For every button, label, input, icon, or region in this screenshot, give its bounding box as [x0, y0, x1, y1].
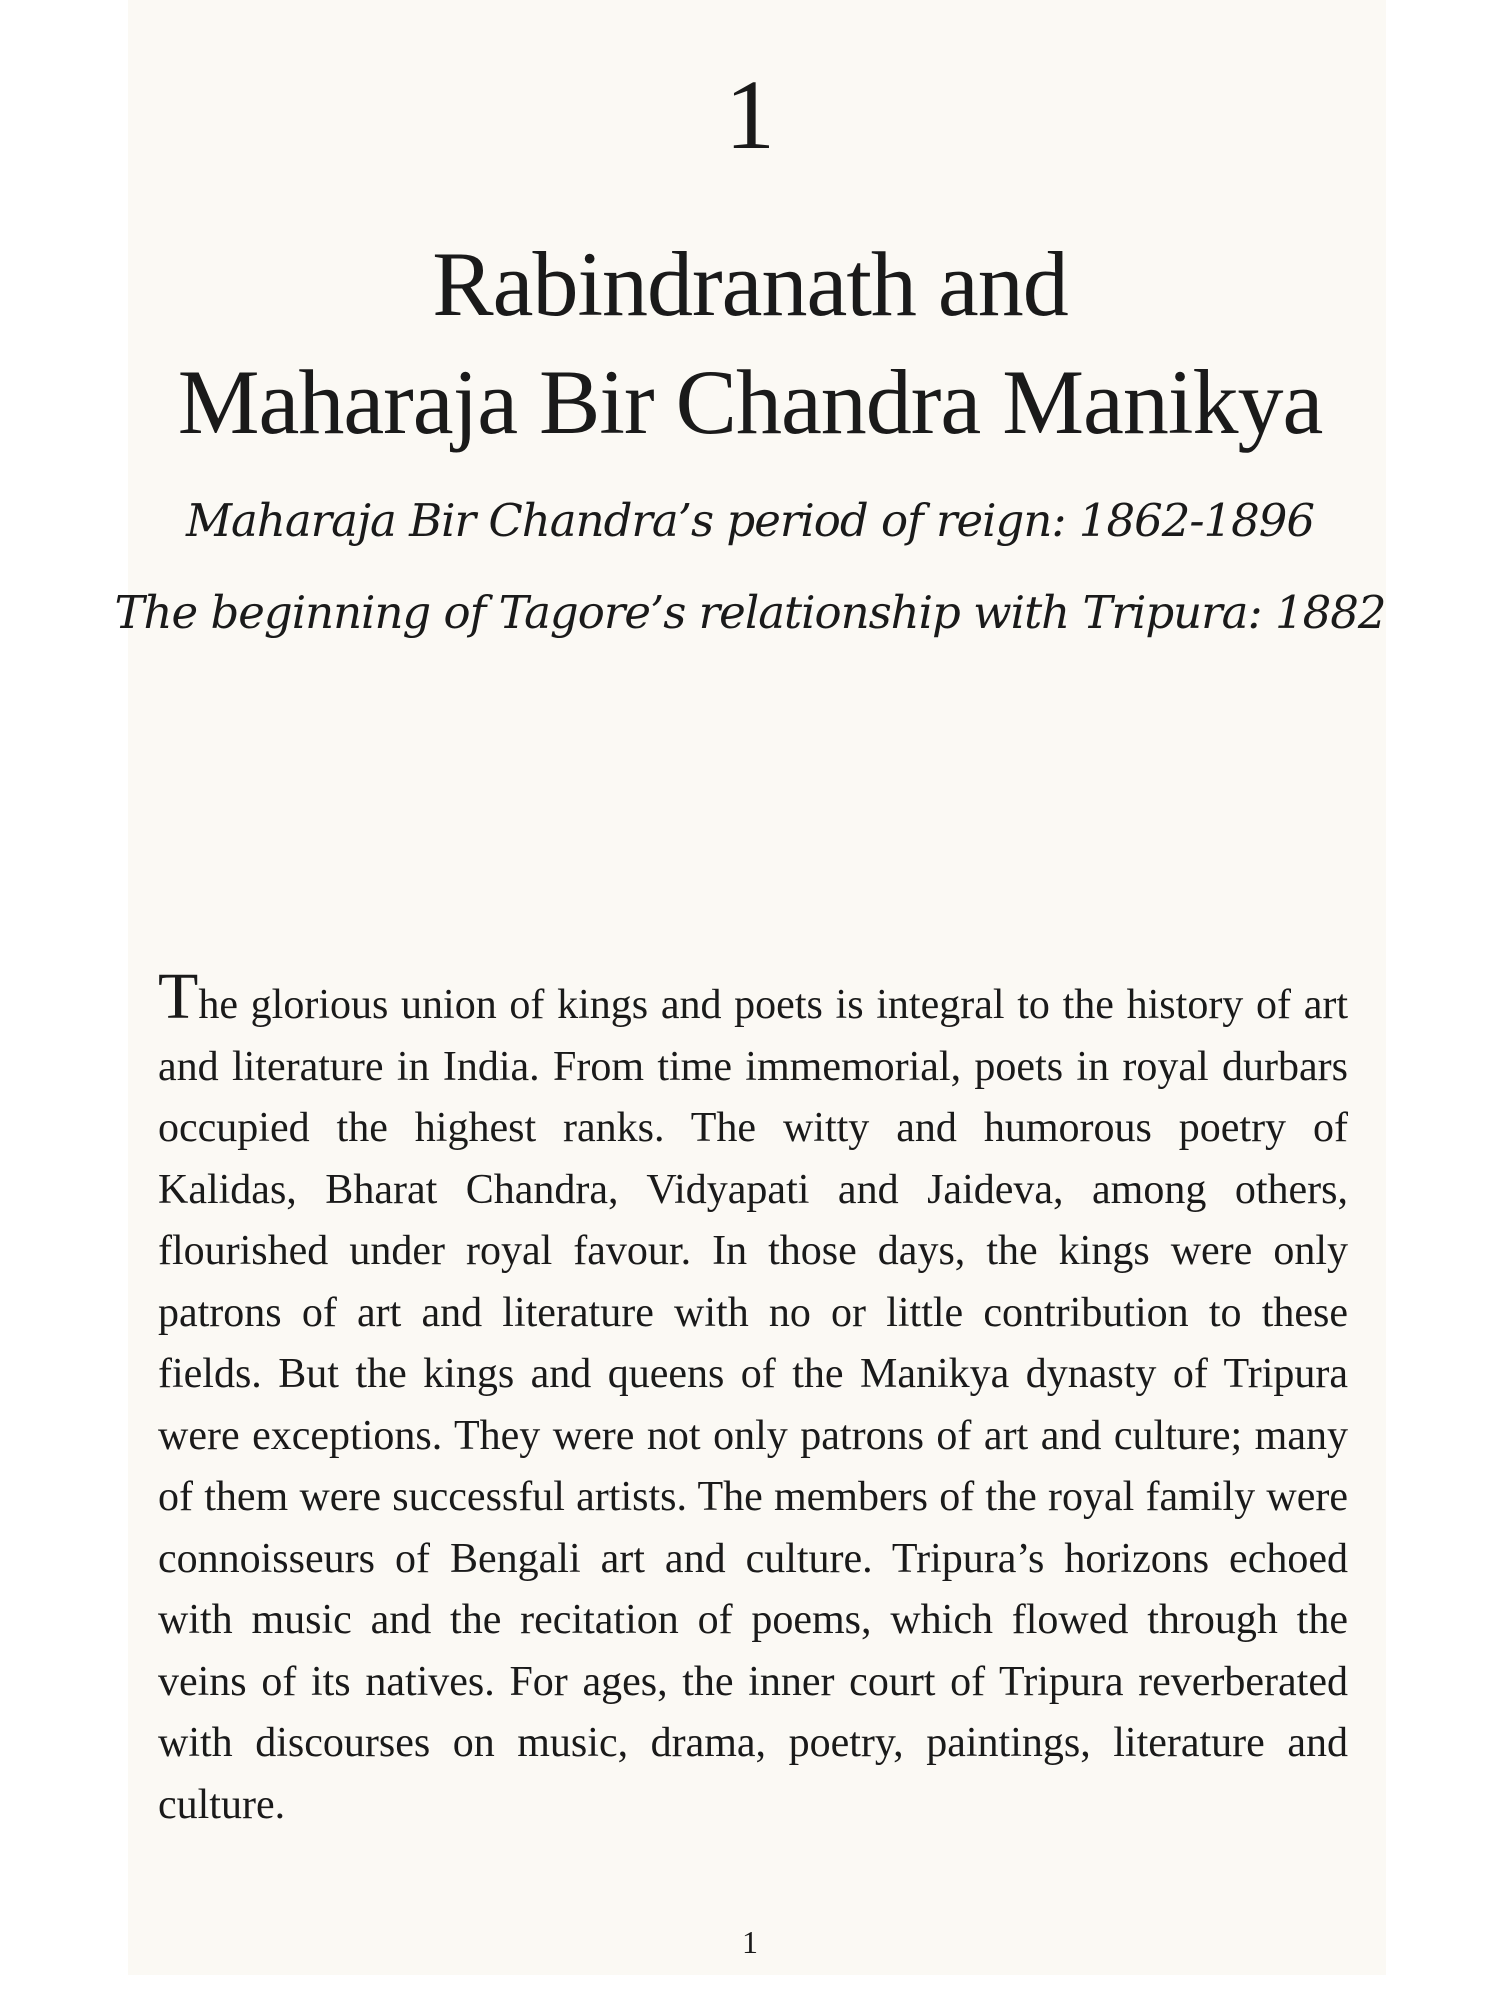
subtitle-tagore-relationship-text: The beginning of Tagore’s relationship with Tripura: 1882 — [114, 586, 1386, 639]
body-paragraph-text: he glorious union of kings and poets is integral to the history of art and literature in India. From time immemorial, poets in royal durbars occupied the highest ranks. The witty and humorous poetry of Kalidas, Bharat Chandra, Vidyapati and Jaideva, among others, flourished under royal favour. In those days, the kings were only patrons of art and literature with no or little contribution to these fields. But the kings and queens of the Manikya dynasty of Tripura were exceptions. They were not only patrons of art and culture; many of them were successful artists. The members of the royal family were connoisseurs of Bengali art and culture. Tripura’s horizons echoed with music and the recitation of poems, which flowed through the veins of its natives. For ages, the inner court of Tripura reverberated with discourses on music, drama, poetry, paintings, literature and culture. — [158, 982, 1348, 1828]
subtitle-tagore-relationship — [0, 580, 1500, 646]
chapter-number: 1 — [725, 59, 775, 170]
body-paragraph — [158, 960, 1348, 1836]
chapter-title-line-2: Maharaja Bir Chandra Manikya — [177, 351, 1323, 453]
chapter-title — [0, 225, 1500, 461]
subtitle-reign-period: Maharaja Bir Chandra’s period of reign: 1862-1896 — [185, 494, 1315, 547]
drop-cap: T — [158, 960, 199, 1033]
chapter-title-line-1: Rabindranath and — [432, 233, 1068, 335]
page-number: 1 — [742, 1924, 758, 1960]
